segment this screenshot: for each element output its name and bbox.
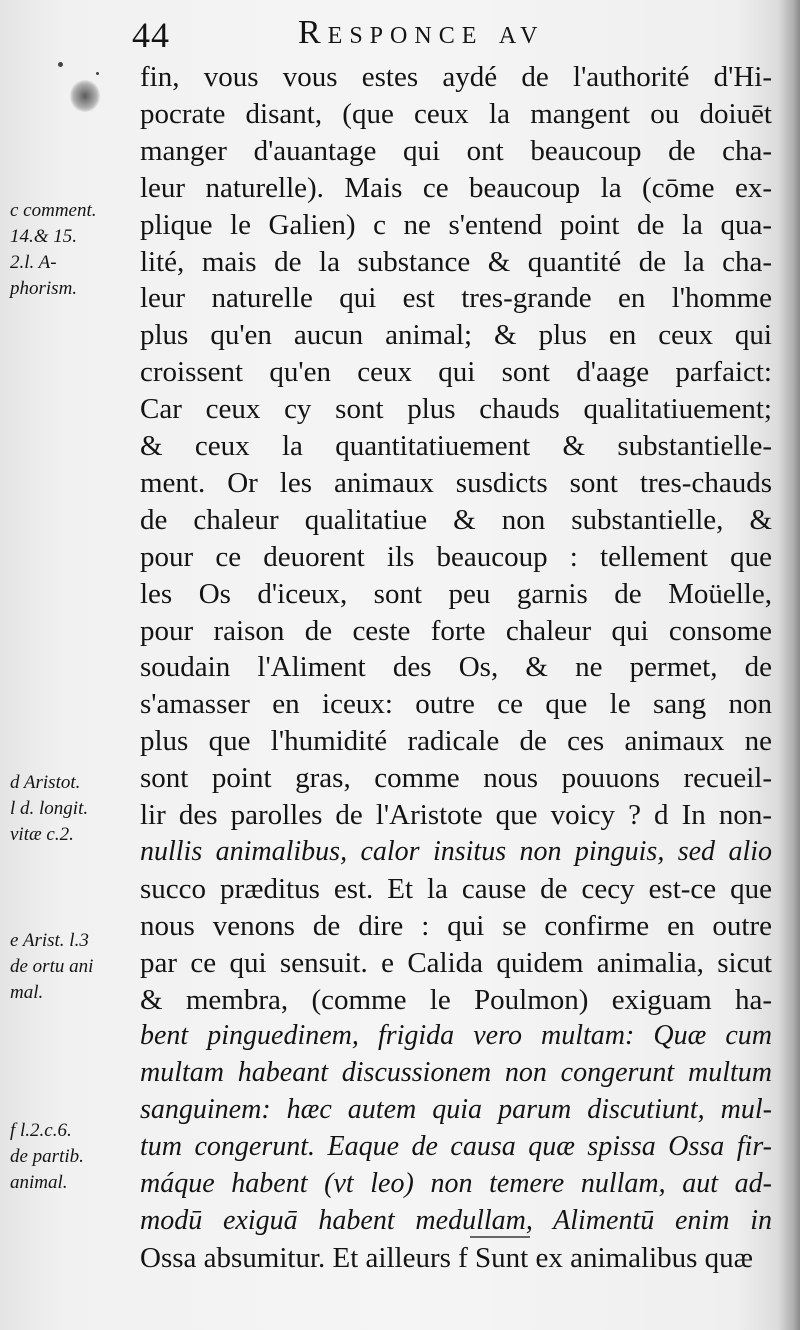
text-line: pour raison de ceste forte chaleur qui consome [140,614,772,647]
margin-note-line: l d. longit. [10,798,89,819]
margin-note-line: f l.2.c.6. [10,1120,72,1141]
text-line: Car ceux cy sont plus chauds qualitatiuement; [140,393,772,426]
margin-note [10,928,132,1006]
text-line: Ossa absumitur. Et ailleurs f Sunt ex animalibus quæ [140,1241,753,1274]
page-number: 44 [132,15,170,55]
catchline-rule [470,1236,530,1238]
text-line: pour ce deuorent ils beaucoup : tellement que [140,540,772,573]
text-line: manger d'auantage qui ont beaucoup de cha- [140,134,772,167]
text-line: sont point gras, comme nous pouuons recueil- [140,762,772,795]
text-line: les Os d'iceux, sont peu garnis de Moüelle, [140,577,772,610]
text-line: fin, vous vous estes aydé de l'authorité d'Hi- [140,61,772,93]
ink-blot [70,80,100,112]
text-line: soudain l'Aliment des Os, & ne permet, de [140,651,772,684]
margin-note-line: 14.& 15. [10,226,78,247]
margin-note-line: de partib. [10,1146,84,1167]
text-line: multam habeant discussionem non congerunt multum [140,1057,772,1089]
margin-note-line: 2.l. A- [10,252,57,273]
text-line: & membra, (comme le Poulmon) exiguam ha- [140,983,772,1016]
margin-note [10,198,132,302]
text-line: sanguinem: hæc autem quia parum discutiunt, mul- [140,1094,772,1126]
text-line: nous venons de dire : qui se confirme en outre [140,909,772,942]
text-line: par ce qui sensuit. e Calida quidem animalia, sicut [140,946,772,979]
margin-note [10,770,132,848]
text-line: máque habent (vt leo) non temere nullam, aut ad- [140,1168,772,1199]
margin-note-line: mal. [10,982,44,1003]
text-line: leur naturelle). Mais ce beaucoup la (cōme ex- [140,171,772,204]
text-line: ment. Or les animaux susdicts sont tres-chauds [140,466,772,499]
margin-note-line: vitæ c.2. [10,824,74,845]
ink-speck [96,72,99,75]
text-line: succo præditus est. Et la cause de cecy est-ce que [140,872,772,905]
text-line: de chaleur qualitatiue & non substantielle, & [140,503,772,536]
text-line: pocrate disant, (que ceux la mangent ou doiuēt [140,97,772,130]
margin-note-line: d Aristot. [10,772,81,793]
ink-speck [58,62,63,67]
text-line: tum congerunt. Eaque de causa quæ spissa Ossa fir- [140,1131,772,1163]
margin-note-line: de ortu ani [10,956,94,977]
text-line: s'amasser en iceux: outre ce que le sang non [140,688,772,721]
margin-note-line: e Arist. l.3 [10,930,89,951]
text-line: lir des parolles de l'Aristote que voicy ? d In non- [140,799,772,831]
gutter-shadow [778,0,800,1330]
text-line: nullis animalibus, calor insitus non pinguis, sed alio [140,835,772,867]
text-line: lité, mais de la substance & quantité de la cha- [140,245,772,278]
running-head: Responce av [298,14,545,51]
margin-note-line: phorism. [10,278,78,299]
text-line: plus qu'en aucun animal; & plus en ceux qui [140,319,772,352]
text-line: bent pinguedinem, frigida vero multam: Quæ cum [140,1020,772,1052]
text-line: modū exiguā habent medullam, Alimentū enim in [140,1204,772,1236]
text-line: plus que l'humidité radicale de ces animaux ne [140,725,772,758]
text-line: plique le Galien) c ne s'entend point de la qua- [140,208,772,241]
margin-note-line: animal. [10,1172,68,1193]
text-line: & ceux la quantitatiuement & substantielle- [140,430,772,462]
text-line: croissent qu'en ceux qui sont d'aage parfaict: [140,356,772,389]
margin-note [10,1118,132,1196]
margin-note-line: c comment. [10,200,97,221]
text-line: leur naturelle qui est tres-grande en l'homme [140,282,772,315]
